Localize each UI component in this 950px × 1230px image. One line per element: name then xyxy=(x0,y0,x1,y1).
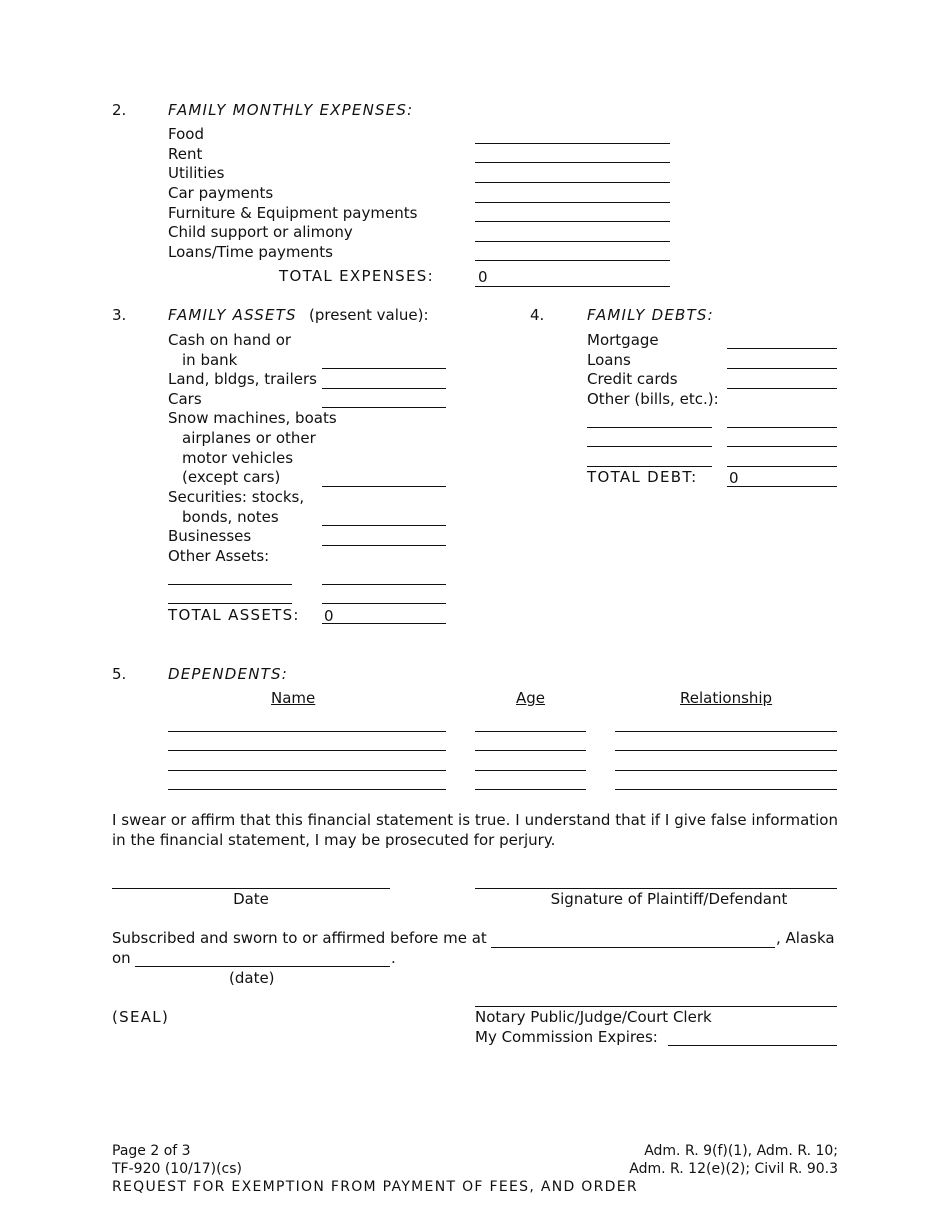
notary-signature-field[interactable] xyxy=(475,1006,837,1007)
column-header-name: Name xyxy=(271,689,316,707)
rule-citation-2: Adm. R. 12(e)(2); Civil R. 90.3 xyxy=(629,1161,838,1177)
dependent-name-field[interactable] xyxy=(168,789,446,790)
asset-field-securities[interactable] xyxy=(322,525,446,526)
date-label: Date xyxy=(233,890,269,908)
dependent-relationship-field[interactable] xyxy=(615,789,837,790)
dependent-relationship-field[interactable] xyxy=(615,731,837,732)
oath-text-line2: in the financial statement, I may be prosecuted for perjury. xyxy=(112,831,556,849)
total-expenses-label: TOTAL EXPENSES: xyxy=(279,267,434,285)
commission-label: My Commission Expires: xyxy=(475,1028,658,1046)
assets-heading: FAMILY ASSETS xyxy=(168,306,297,324)
asset-field-land[interactable] xyxy=(322,388,446,389)
asset-field-vehicles[interactable] xyxy=(322,486,446,487)
expense-label: Rent xyxy=(168,145,203,163)
other-debt-value-field[interactable] xyxy=(727,446,837,447)
assets-heading-suffix: (present value): xyxy=(309,306,429,324)
expense-field-loans[interactable] xyxy=(475,260,670,261)
notary-officer-label: Notary Public/Judge/Court Clerk xyxy=(475,1008,712,1026)
form-title: REQUEST FOR EXEMPTION FROM PAYMENT OF FEES, AND ORDER xyxy=(112,1179,638,1195)
asset-label: Other Assets: xyxy=(168,547,270,565)
dependent-relationship-field[interactable] xyxy=(615,750,837,751)
other-asset-name-field[interactable] xyxy=(168,584,292,585)
period-text: . xyxy=(391,949,396,967)
subscribed-text: Subscribed and sworn to or affirmed before me at xyxy=(112,929,487,947)
asset-field-cash[interactable] xyxy=(322,368,446,369)
asset-label: Businesses xyxy=(168,527,252,545)
dependents-heading: DEPENDENTS: xyxy=(168,665,288,683)
expense-field-food[interactable] xyxy=(475,143,670,144)
total-assets-field[interactable] xyxy=(322,623,446,624)
total-debt-label: TOTAL DEBT: xyxy=(587,468,698,486)
dependents-number: 5. xyxy=(112,665,127,683)
other-asset-value-field[interactable] xyxy=(322,603,446,604)
debts-number: 4. xyxy=(530,306,545,324)
asset-label: Cars xyxy=(168,390,202,408)
debt-field-mortgage[interactable] xyxy=(727,348,837,349)
asset-field-businesses[interactable] xyxy=(322,545,446,546)
dependent-age-field[interactable] xyxy=(475,789,586,790)
asset-label: bonds, notes xyxy=(182,508,279,526)
asset-label: in bank xyxy=(182,351,238,369)
date-hint: (date) xyxy=(229,969,275,987)
commission-expiry-field[interactable] xyxy=(668,1045,837,1046)
total-assets-label: TOTAL ASSETS: xyxy=(168,606,300,624)
debt-label: Loans xyxy=(587,351,631,369)
total-expenses-value: 0 xyxy=(478,268,488,286)
date-field[interactable] xyxy=(112,888,390,889)
expenses-heading: FAMILY MONTHLY EXPENSES: xyxy=(168,101,414,119)
dependent-name-field[interactable] xyxy=(168,750,446,751)
asset-field-cars[interactable] xyxy=(322,407,446,408)
total-assets-value: 0 xyxy=(324,607,334,625)
debt-label: Other (bills, etc.): xyxy=(587,390,719,408)
oath-text-line1: I swear or affirm that this financial statement is true. I understand that if I give false information xyxy=(112,811,838,829)
other-debt-name-field[interactable] xyxy=(587,466,712,467)
dependent-age-field[interactable] xyxy=(475,750,586,751)
other-asset-value-field[interactable] xyxy=(322,584,446,585)
total-debt-field[interactable] xyxy=(727,486,837,487)
notary-location-field[interactable] xyxy=(491,947,775,948)
expense-label: Food xyxy=(168,125,204,143)
notary-date-field[interactable] xyxy=(135,966,390,967)
asset-label: motor vehicles xyxy=(182,449,294,467)
asset-label: Land, bldgs, trailers xyxy=(168,370,317,388)
asset-label: Securities: stocks, xyxy=(168,488,305,506)
column-header-relationship: Relationship xyxy=(680,689,773,707)
state-text: , Alaska xyxy=(776,929,835,947)
other-asset-name-field[interactable] xyxy=(168,603,292,604)
debts-heading: FAMILY DEBTS: xyxy=(587,306,714,324)
dependent-age-field[interactable] xyxy=(475,731,586,732)
column-header-age: Age xyxy=(516,689,546,707)
dependent-name-field[interactable] xyxy=(168,770,446,771)
other-debt-value-field[interactable] xyxy=(727,466,837,467)
other-debt-value-field[interactable] xyxy=(727,427,837,428)
debt-label: Credit cards xyxy=(587,370,678,388)
debt-field-credit-cards[interactable] xyxy=(727,388,837,389)
expense-field-rent[interactable] xyxy=(475,162,670,163)
asset-label: airplanes or other xyxy=(182,429,316,447)
expense-field-utilities[interactable] xyxy=(475,182,670,183)
debt-label: Mortgage xyxy=(587,331,659,349)
expense-label: Loans/Time payments xyxy=(168,243,333,261)
total-expenses-field[interactable] xyxy=(475,286,670,287)
signature-field[interactable] xyxy=(475,888,837,889)
signature-label: Signature of Plaintiff/Defendant xyxy=(550,890,788,908)
expenses-number: 2. xyxy=(112,101,127,119)
assets-number: 3. xyxy=(112,306,127,324)
other-debt-name-field[interactable] xyxy=(587,446,712,447)
total-debt-value: 0 xyxy=(729,469,739,487)
asset-label: (except cars) xyxy=(182,468,281,486)
page-number: Page 2 of 3 xyxy=(112,1143,191,1159)
expense-label: Utilities xyxy=(168,164,225,182)
on-text: on xyxy=(112,949,131,967)
asset-label: Cash on hand or xyxy=(168,331,292,349)
form-id: TF-920 (10/17)(cs) xyxy=(112,1161,243,1177)
asset-label: Snow machines, boats xyxy=(168,409,337,427)
expense-label: Furniture & Equipment payments xyxy=(168,204,418,222)
rule-citation-1: Adm. R. 9(f)(1), Adm. R. 10; xyxy=(644,1143,838,1159)
seal-placeholder: (SEAL) xyxy=(112,1008,170,1026)
debt-field-loans[interactable] xyxy=(727,368,837,369)
dependent-age-field[interactable] xyxy=(475,770,586,771)
expense-field-car[interactable] xyxy=(475,202,670,203)
expense-label: Child support or alimony xyxy=(168,223,353,241)
expense-field-child-support[interactable] xyxy=(475,241,670,242)
expense-field-furniture[interactable] xyxy=(475,221,670,222)
other-debt-name-field[interactable] xyxy=(587,427,712,428)
expense-label: Car payments xyxy=(168,184,274,202)
dependent-name-field[interactable] xyxy=(168,731,446,732)
dependent-relationship-field[interactable] xyxy=(615,770,837,771)
